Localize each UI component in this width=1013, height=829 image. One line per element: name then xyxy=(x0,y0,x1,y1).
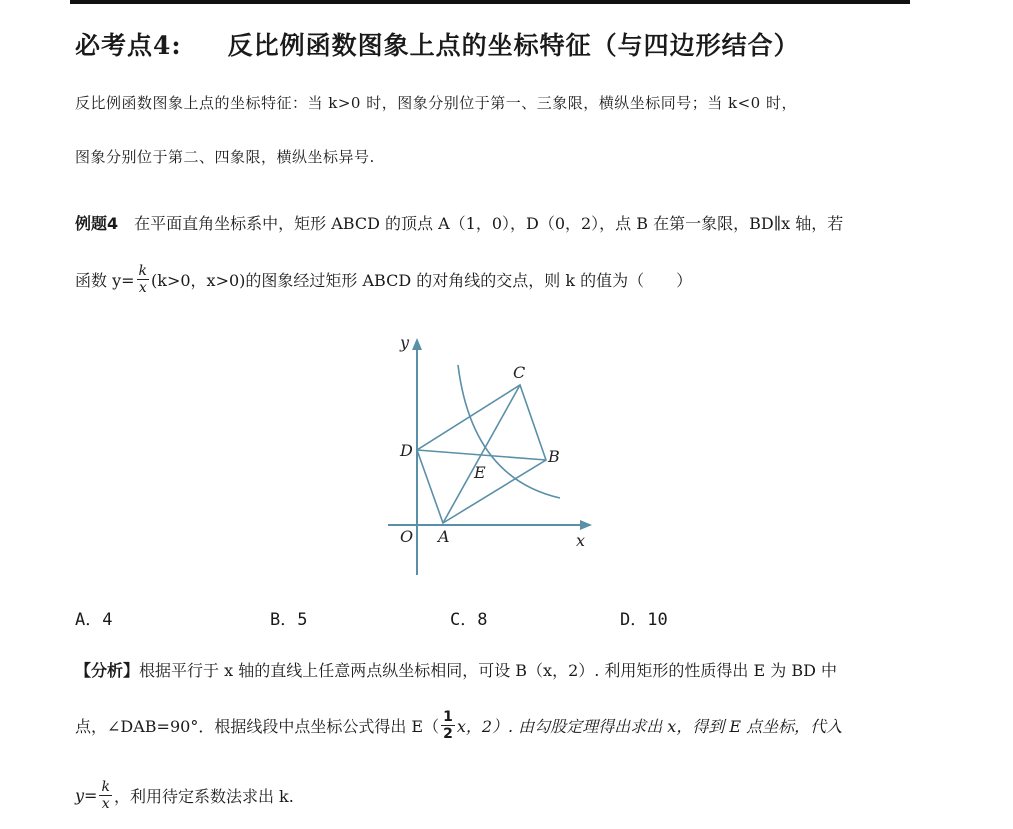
label-e: E xyxy=(474,463,486,482)
analysis-text-3-suffix: ，利用待定系数法求出 k. xyxy=(113,787,294,806)
analysis-text-1: 根据平行于 x 轴的直线上任意两点纵坐标相同，可设 B（x，2）. 利用矩形的性质得出 E 为 BD 中 xyxy=(139,661,838,680)
analysis-half-den: 2 xyxy=(443,726,453,742)
example-frac-den: x xyxy=(138,280,147,296)
example-fraction xyxy=(137,264,149,295)
example-label: 例题4 xyxy=(75,214,119,233)
analysis-line-3 xyxy=(75,780,294,811)
intro-line-1: 反比例函数图象上点的坐标特征：当 k>0 时，图象分别位于第一、三象限，横纵坐标同号；当 k<0 时， xyxy=(75,94,797,112)
section-title xyxy=(75,26,800,62)
choice-d[interactable]: D．10 xyxy=(620,610,668,630)
example-line-1 xyxy=(75,211,843,234)
label-o: O xyxy=(400,527,414,546)
title-prefix: 必考点4: xyxy=(75,31,182,60)
choice-b[interactable]: B．5 xyxy=(270,610,308,630)
analysis-k-fraction xyxy=(99,780,111,811)
label-c: C xyxy=(513,363,526,382)
label-y: y xyxy=(400,333,410,352)
analysis-k-den: x xyxy=(101,796,110,812)
geometry-figure xyxy=(380,330,610,580)
example-line-2 xyxy=(75,264,692,295)
label-a: A xyxy=(438,527,450,546)
choice-c[interactable]: C．8 xyxy=(450,610,488,630)
analysis-half-fraction xyxy=(441,710,455,741)
analysis-line-1 xyxy=(75,658,837,681)
example-text-2-prefix: 函数 y= xyxy=(75,271,135,290)
intro-line-2: 图象分别位于第二、四象限，横纵坐标异号. xyxy=(75,148,375,166)
top-rule xyxy=(70,0,910,4)
label-d: D xyxy=(400,441,413,460)
label-b: B xyxy=(548,447,560,466)
choice-a[interactable]: A．4 xyxy=(75,610,113,630)
title-main: 反比例函数图象上点的坐标特征（与四边形结合） xyxy=(227,31,800,60)
analysis-label: 【分析】 xyxy=(75,661,140,680)
analysis-k-num: k xyxy=(101,779,110,795)
x-axis-arrow xyxy=(580,520,592,530)
y-axis-arrow xyxy=(412,338,422,350)
example-text-2-suffix: (k>0，x>0)的图象经过矩形 ABCD 的对角线的交点，则 k 的值为（ ） xyxy=(151,271,693,290)
analysis-half-num: 1 xyxy=(443,709,453,725)
example-text-1: 在平面直角坐标系中，矩形 ABCD 的顶点 A（1，0），D（0，2），点 B 在第一象限，BD∥x 轴，若 xyxy=(134,214,844,233)
example-frac-num: k xyxy=(138,263,148,279)
diagonal-ac xyxy=(443,385,520,523)
analysis-text-2-suffix: x，2）. 由勾股定理得出求出 x，得到 E 点坐标，代入 xyxy=(456,717,843,736)
analysis-text-3-prefix: y= xyxy=(75,786,98,805)
analysis-line-2 xyxy=(75,710,842,741)
label-x: x xyxy=(576,531,586,550)
analysis-text-2-prefix: 点，∠DAB=90°．根据线段中点坐标公式得出 E（ xyxy=(75,717,440,736)
